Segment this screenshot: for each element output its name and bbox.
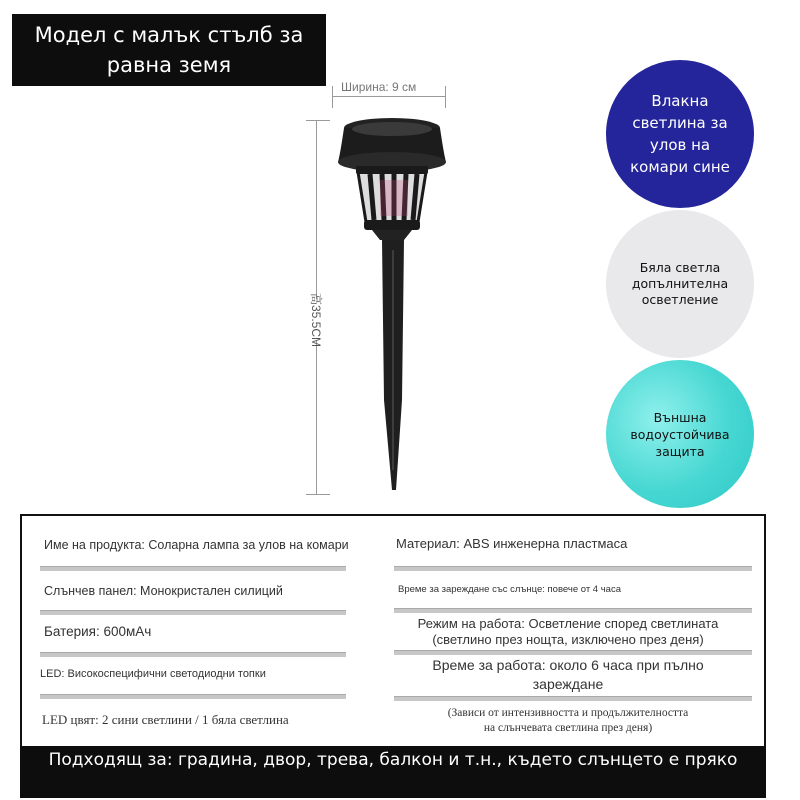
feature-white-label: Бяла светла допълнителна осветление (631, 260, 729, 307)
width-dimension-line (332, 96, 446, 97)
width-label: Ширина: 9 см (338, 80, 419, 94)
spec-battery: Батерия: 600мАч (44, 624, 152, 639)
footer-banner (20, 746, 766, 798)
feature-waterproof-label: Външна водоустойчива защита (630, 409, 730, 459)
feature-waterproof (606, 360, 754, 508)
feature-blue-label: Влакна светлина за улов на комари сине (630, 92, 730, 176)
spec-separator (394, 696, 752, 701)
height-label: 高35.5CM (297, 299, 337, 341)
spec-separator (394, 608, 752, 613)
spec-led-color: LED цвят: 2 сини светлини / 1 бяла светлина (42, 712, 289, 727)
feature-blue-light (606, 60, 754, 208)
spec-note: (Зависи от интензивността и продължителността на слънчевата светлина през деня) (447, 707, 689, 734)
spec-separator (394, 650, 752, 655)
spec-separator (40, 694, 346, 699)
spec-product-name: Име на продукта: Соларна лампа за улов на комари (44, 538, 349, 552)
footer-text: Подходящ за: градина, двор, трева, балкон и т.н., където слънцето е пряко (48, 750, 738, 770)
spec-separator (394, 566, 752, 571)
spec-separator (40, 610, 346, 615)
spec-separator (40, 652, 346, 657)
page-title: Модел с малък стълб за равна земя (34, 23, 304, 77)
spec-separator (40, 566, 346, 571)
width-dimension-tick-right (445, 86, 446, 108)
width-dimension-tick-left (332, 86, 333, 108)
title-banner (12, 14, 326, 86)
spec-led: LED: Високоспецифични светодиодни топки (40, 668, 266, 680)
solar-lamp-image (320, 110, 480, 500)
spec-material: Материал: ABS инженерна пластмаса (396, 536, 628, 551)
spec-work-time: Време за работа: около 6 часа при пълно зареждане (432, 657, 704, 692)
spec-work-mode: Режим на работа: Осветление според светлината (светлино през нощта, изключено през деня) (417, 616, 719, 647)
spec-solar-panel: Слънчев панел: Монокристален силиций (44, 584, 283, 598)
spec-charge-time: Време за зареждане със слънце: повече от 4 часа (398, 584, 621, 595)
feature-white-light (606, 210, 754, 358)
